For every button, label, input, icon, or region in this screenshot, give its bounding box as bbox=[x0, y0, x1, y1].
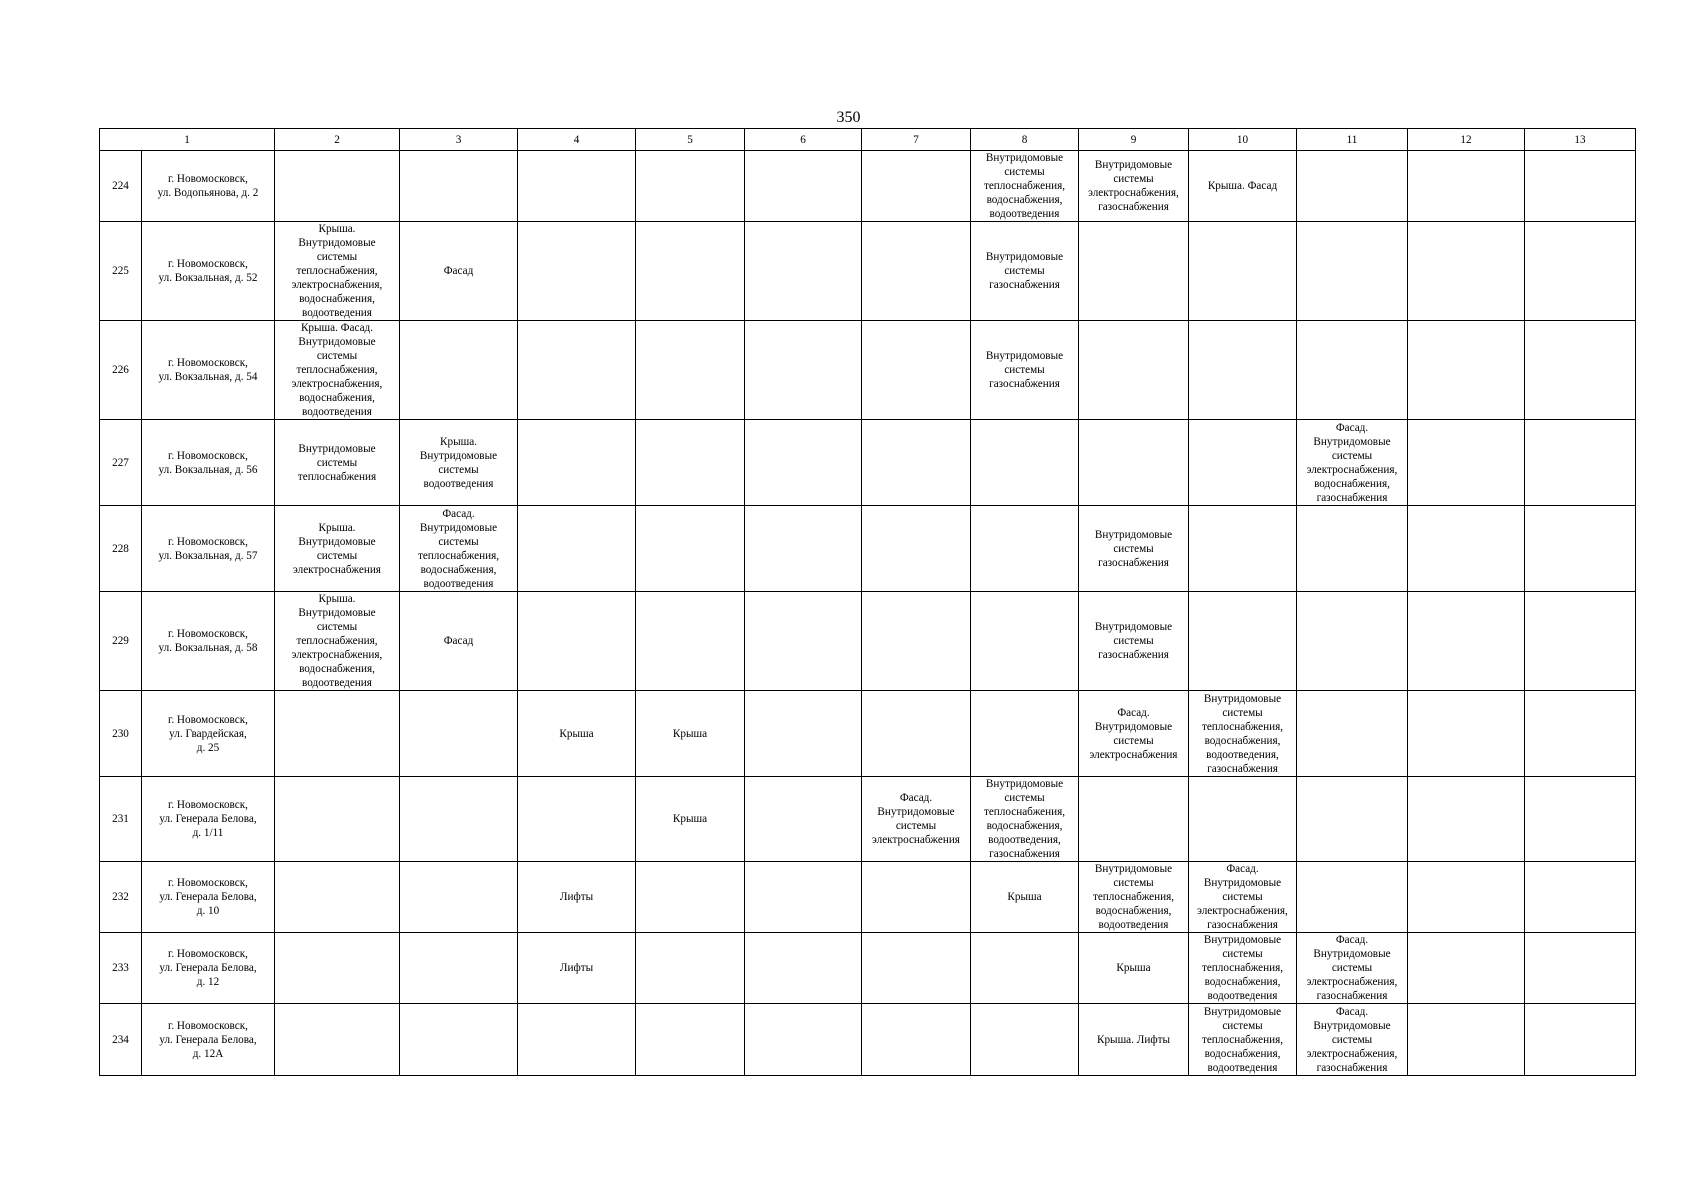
work-cell-col-3 bbox=[400, 420, 518, 506]
row-number: 230 bbox=[100, 691, 142, 777]
work-cell-col-2 bbox=[275, 862, 400, 933]
row-number: 227 bbox=[100, 420, 142, 506]
work-text: Фасад. Внутридомовые системы электроснабжения bbox=[1089, 706, 1178, 761]
work-cell-col-9 bbox=[1079, 777, 1189, 862]
work-cell-col-3 bbox=[400, 321, 518, 420]
work-cell-col-13 bbox=[1525, 1004, 1636, 1076]
work-cell-col-8 bbox=[971, 691, 1079, 777]
work-cell-col-7 bbox=[862, 506, 971, 592]
address-text: г. Новомосковск, ул. Генерала Белова, д. 12 bbox=[159, 948, 257, 988]
work-cell-col-2 bbox=[275, 222, 400, 321]
row-number: 229 bbox=[100, 592, 142, 691]
work-cell-col-2 bbox=[275, 691, 400, 777]
work-cell-col-13 bbox=[1525, 933, 1636, 1004]
work-cell-col-3 bbox=[400, 1004, 518, 1076]
address-text: г. Новомосковск, ул. Вокзальная, д. 56 bbox=[158, 449, 258, 476]
column-header: 12 bbox=[1408, 129, 1525, 151]
work-cell-col-7 bbox=[862, 1004, 971, 1076]
address-cell bbox=[142, 862, 275, 933]
row-number: 234 bbox=[100, 1004, 142, 1076]
work-text: Внутридомовые системы газоснабжения bbox=[985, 251, 1064, 291]
work-cell-col-13 bbox=[1525, 222, 1636, 321]
work-cell-col-13 bbox=[1525, 151, 1636, 222]
address-text: г. Новомосковск, ул. Генерала Белова, д. 1/11 bbox=[159, 799, 257, 839]
work-cell-col-8 bbox=[971, 777, 1079, 862]
work-text: Фасад. Внутридомовые системы теплоснабжения, водоснабжения, водоотведения bbox=[417, 507, 500, 590]
work-cell-col-4 bbox=[518, 1004, 636, 1076]
work-cell-col-13 bbox=[1525, 321, 1636, 420]
work-cell-col-11 bbox=[1297, 862, 1408, 933]
work-cell-col-10 bbox=[1189, 933, 1297, 1004]
work-cell-col-8 bbox=[971, 506, 1079, 592]
work-cell-col-13 bbox=[1525, 862, 1636, 933]
work-cell-col-12 bbox=[1408, 222, 1525, 321]
work-text: Крыша. Внутридомовые системы теплоснабжения, электроснабжения, водоснабжения, водоотведения bbox=[291, 223, 383, 319]
work-cell-col-3 bbox=[400, 506, 518, 592]
work-cell-col-9 bbox=[1079, 933, 1189, 1004]
work-cell-col-8 bbox=[971, 1004, 1079, 1076]
work-cell-col-11 bbox=[1297, 1004, 1408, 1076]
table-row bbox=[100, 862, 1636, 933]
work-text: Внутридомовые системы теплоснабжения, водоснабжения, водоотведения, газоснабжения bbox=[983, 778, 1066, 860]
work-cell-col-6 bbox=[745, 222, 862, 321]
work-cell-col-3 bbox=[400, 777, 518, 862]
column-header: 5 bbox=[636, 129, 745, 151]
work-cell-col-5 bbox=[636, 592, 745, 691]
column-header: 13 bbox=[1525, 129, 1636, 151]
table-row bbox=[100, 1004, 1636, 1076]
work-cell-col-8 bbox=[971, 321, 1079, 420]
work-cell-col-12 bbox=[1408, 862, 1525, 933]
work-cell-col-9 bbox=[1079, 222, 1189, 321]
work-cell-col-8 bbox=[971, 222, 1079, 321]
work-cell-col-8 bbox=[971, 592, 1079, 691]
address-cell bbox=[142, 420, 275, 506]
work-cell-col-3 bbox=[400, 592, 518, 691]
work-cell-col-7 bbox=[862, 151, 971, 222]
work-text: Крыша bbox=[1007, 891, 1042, 903]
work-cell-col-7 bbox=[862, 420, 971, 506]
work-cell-col-12 bbox=[1408, 691, 1525, 777]
work-cell-col-6 bbox=[745, 777, 862, 862]
work-cell-col-9 bbox=[1079, 321, 1189, 420]
address-cell bbox=[142, 321, 275, 420]
work-text: Крыша. Фасад bbox=[1207, 180, 1278, 192]
work-cell-col-9 bbox=[1079, 691, 1189, 777]
work-cell-col-6 bbox=[745, 1004, 862, 1076]
address-text: г. Новомосковск, ул. Гвардейская, д. 25 bbox=[168, 713, 248, 754]
work-text: Крыша bbox=[672, 727, 708, 740]
work-cell-col-4 bbox=[518, 506, 636, 592]
work-cell-col-5 bbox=[636, 321, 745, 420]
work-text: Фасад bbox=[443, 635, 474, 647]
address-cell bbox=[142, 1004, 275, 1076]
column-header: 7 bbox=[862, 129, 971, 151]
address-cell bbox=[142, 222, 275, 321]
work-cell-col-4 bbox=[518, 592, 636, 691]
work-cell-col-10 bbox=[1189, 1004, 1297, 1076]
work-cell-col-13 bbox=[1525, 420, 1636, 506]
address-text: г. Новомосковск, ул. Водопьянова, д. 2 bbox=[157, 173, 259, 199]
work-cell-col-12 bbox=[1408, 1004, 1525, 1076]
work-cell-col-12 bbox=[1408, 506, 1525, 592]
column-header: 8 bbox=[971, 129, 1079, 151]
work-cell-col-7 bbox=[862, 933, 971, 1004]
work-cell-col-12 bbox=[1408, 420, 1525, 506]
address-text: г. Новомосковск, ул. Вокзальная, д. 52 bbox=[158, 258, 258, 284]
work-cell-col-11 bbox=[1297, 222, 1408, 321]
column-header: 11 bbox=[1297, 129, 1408, 151]
address-cell bbox=[142, 933, 275, 1004]
work-cell-col-5 bbox=[636, 151, 745, 222]
work-cell-col-10 bbox=[1189, 420, 1297, 506]
column-header: 3 bbox=[400, 129, 518, 151]
work-cell-col-8 bbox=[971, 420, 1079, 506]
work-text: Фасад. Внутридомовые системы электроснабжения, газоснабжения bbox=[1197, 863, 1288, 931]
work-cell-col-4 bbox=[518, 420, 636, 506]
work-cell-col-13 bbox=[1525, 691, 1636, 777]
column-header: 1 bbox=[100, 129, 275, 151]
work-cell-col-3 bbox=[400, 151, 518, 222]
table-row bbox=[100, 933, 1636, 1004]
work-cell-col-3 bbox=[400, 933, 518, 1004]
row-number: 226 bbox=[100, 321, 142, 420]
work-text: Внутридомовые системы теплоснабжения bbox=[297, 442, 377, 483]
work-text: Крыша bbox=[672, 813, 708, 825]
work-cell-col-10 bbox=[1189, 222, 1297, 321]
work-text: Фасад. Внутридомовые системы электроснабжения, водоснабжения, газоснабжения bbox=[1306, 421, 1398, 504]
row-number: 231 bbox=[100, 777, 142, 862]
work-cell-col-6 bbox=[745, 321, 862, 420]
work-cell-col-8 bbox=[971, 862, 1079, 933]
work-cell-col-6 bbox=[745, 592, 862, 691]
work-cell-col-9 bbox=[1079, 1004, 1189, 1076]
address-text: г. Новомосковск, ул. Генерала Белова, д. 10 bbox=[159, 877, 257, 917]
address-text: г. Новомосковск, ул. Генерала Белова, д. 12А bbox=[159, 1019, 257, 1060]
work-cell-col-2 bbox=[275, 420, 400, 506]
work-cell-col-10 bbox=[1189, 691, 1297, 777]
work-cell-col-5 bbox=[636, 933, 745, 1004]
address-text: г. Новомосковск, ул. Вокзальная, д. 54 bbox=[158, 357, 258, 383]
work-cell-col-5 bbox=[636, 1004, 745, 1076]
work-cell-col-5 bbox=[636, 862, 745, 933]
address-cell bbox=[142, 592, 275, 691]
work-cell-col-2 bbox=[275, 592, 400, 691]
work-cell-col-6 bbox=[745, 506, 862, 592]
work-cell-col-2 bbox=[275, 777, 400, 862]
work-cell-col-11 bbox=[1297, 933, 1408, 1004]
row-number: 225 bbox=[100, 222, 142, 321]
work-text: Внутридомовые системы теплоснабжения, водоснабжения, водоотведения, газоснабжения bbox=[1201, 692, 1284, 775]
table-row bbox=[100, 592, 1636, 691]
work-cell-col-9 bbox=[1079, 420, 1189, 506]
work-cell-col-10 bbox=[1189, 321, 1297, 420]
work-cell-col-4 bbox=[518, 691, 636, 777]
work-cell-col-11 bbox=[1297, 420, 1408, 506]
address-text: г. Новомосковск, ул. Вокзальная, д. 58 bbox=[158, 628, 258, 654]
column-header: 9 bbox=[1079, 129, 1189, 151]
work-cell-col-7 bbox=[862, 321, 971, 420]
work-cell-col-4 bbox=[518, 862, 636, 933]
work-cell-col-8 bbox=[971, 933, 1079, 1004]
address-cell bbox=[142, 691, 275, 777]
work-cell-col-4 bbox=[518, 777, 636, 862]
work-cell-col-12 bbox=[1408, 592, 1525, 691]
work-cell-col-12 bbox=[1408, 933, 1525, 1004]
work-cell-col-7 bbox=[862, 592, 971, 691]
work-text: Крыша. Фасад. Внутридомовые системы теплоснабжения, электроснабжения, водоснабжения, водоотведения bbox=[291, 322, 383, 418]
table-row bbox=[100, 222, 1636, 321]
work-cell-col-5 bbox=[636, 506, 745, 592]
address-cell bbox=[142, 777, 275, 862]
address-text: г. Новомосковск, ул. Вокзальная, д. 57 bbox=[158, 535, 258, 562]
work-cell-col-12 bbox=[1408, 777, 1525, 862]
address-cell bbox=[142, 151, 275, 222]
work-cell-col-9 bbox=[1079, 506, 1189, 592]
work-cell-col-11 bbox=[1297, 777, 1408, 862]
work-cell-col-11 bbox=[1297, 151, 1408, 222]
work-cell-col-11 bbox=[1297, 321, 1408, 420]
work-cell-col-12 bbox=[1408, 321, 1525, 420]
work-cell-col-4 bbox=[518, 222, 636, 321]
work-cell-col-6 bbox=[745, 862, 862, 933]
work-text: Внутридомовые системы газоснабжения bbox=[985, 350, 1064, 390]
work-cell-col-3 bbox=[400, 862, 518, 933]
work-cell-col-3 bbox=[400, 222, 518, 321]
work-text: Внутридомовые системы теплоснабжения, водоснабжения, водоотведения bbox=[1201, 934, 1284, 1002]
work-cell-col-12 bbox=[1408, 151, 1525, 222]
work-text: Фасад bbox=[443, 265, 474, 277]
work-cell-col-5 bbox=[636, 420, 745, 506]
work-text: Внутридомовые системы теплоснабжения, водоснабжения, водоотведения bbox=[1201, 1005, 1284, 1074]
work-cell-col-2 bbox=[275, 321, 400, 420]
column-header: 10 bbox=[1189, 129, 1297, 151]
row-number: 233 bbox=[100, 933, 142, 1004]
work-cell-col-9 bbox=[1079, 862, 1189, 933]
column-header: 2 bbox=[275, 129, 400, 151]
work-text: Крыша bbox=[559, 727, 594, 740]
repair-schedule-table bbox=[99, 128, 1636, 1076]
work-cell-col-10 bbox=[1189, 151, 1297, 222]
work-cell-col-7 bbox=[862, 691, 971, 777]
work-text: Лифты bbox=[559, 891, 594, 903]
work-cell-col-2 bbox=[275, 506, 400, 592]
work-text: Крыша bbox=[1116, 962, 1151, 974]
work-cell-col-5 bbox=[636, 222, 745, 321]
work-text: Лифты bbox=[559, 962, 594, 974]
work-text: Фасад. Внутридомовые системы электроснабжения bbox=[872, 792, 960, 846]
work-cell-col-2 bbox=[275, 1004, 400, 1076]
work-cell-col-7 bbox=[862, 862, 971, 933]
table-row bbox=[100, 151, 1636, 222]
work-text: Крыша. Внутридомовые системы электроснабжения bbox=[293, 521, 381, 576]
work-text: Крыша. Внутридомовые системы водоотведения bbox=[419, 435, 498, 490]
work-cell-col-4 bbox=[518, 933, 636, 1004]
row-number: 224 bbox=[100, 151, 142, 222]
header-row bbox=[100, 129, 1636, 151]
work-cell-col-4 bbox=[518, 151, 636, 222]
work-cell-col-4 bbox=[518, 321, 636, 420]
table-row bbox=[100, 691, 1636, 777]
work-cell-col-10 bbox=[1189, 506, 1297, 592]
work-text: Внутридомовые системы газоснабжения bbox=[1094, 528, 1173, 569]
table-row bbox=[100, 506, 1636, 592]
page-number: 350 bbox=[836, 109, 861, 126]
work-cell-col-10 bbox=[1189, 862, 1297, 933]
work-cell-col-11 bbox=[1297, 691, 1408, 777]
work-cell-col-10 bbox=[1189, 592, 1297, 691]
row-number: 232 bbox=[100, 862, 142, 933]
work-cell-col-6 bbox=[745, 151, 862, 222]
work-text: Фасад. Внутридомовые системы электроснабжения, газоснабжения bbox=[1306, 934, 1398, 1002]
work-cell-col-6 bbox=[745, 691, 862, 777]
work-cell-col-8 bbox=[971, 151, 1079, 222]
work-cell-col-7 bbox=[862, 777, 971, 862]
work-cell-col-3 bbox=[400, 691, 518, 777]
work-cell-col-13 bbox=[1525, 777, 1636, 862]
work-cell-col-7 bbox=[862, 222, 971, 321]
address-cell bbox=[142, 506, 275, 592]
work-cell-col-2 bbox=[275, 151, 400, 222]
work-cell-col-5 bbox=[636, 777, 745, 862]
work-cell-col-6 bbox=[745, 420, 862, 506]
column-header: 6 bbox=[745, 129, 862, 151]
work-text: Внутридомовые системы электроснабжения, газоснабжения bbox=[1088, 159, 1179, 213]
work-cell-col-11 bbox=[1297, 592, 1408, 691]
table-body bbox=[100, 129, 1636, 1076]
row-number: 228 bbox=[100, 506, 142, 592]
work-cell-col-5 bbox=[636, 691, 745, 777]
work-text: Крыша. Лифты bbox=[1097, 1033, 1170, 1046]
table-row bbox=[100, 777, 1636, 862]
work-cell-col-6 bbox=[745, 933, 862, 1004]
work-text: Фасад. Внутридомовые системы электроснабжения, газоснабжения bbox=[1306, 1005, 1398, 1074]
work-cell-col-11 bbox=[1297, 506, 1408, 592]
work-text: Внутридомовые системы теплоснабжения, водоснабжения, водоотведения bbox=[983, 152, 1066, 220]
work-text: Внутридомовые системы теплоснабжения, водоснабжения, водоотведения bbox=[1092, 863, 1175, 931]
work-text: Внутридомовые системы газоснабжения bbox=[1094, 621, 1173, 661]
work-cell-col-9 bbox=[1079, 151, 1189, 222]
work-cell-col-13 bbox=[1525, 592, 1636, 691]
work-cell-col-13 bbox=[1525, 506, 1636, 592]
table-row bbox=[100, 321, 1636, 420]
work-text: Крыша. Внутридомовые системы теплоснабжения, электроснабжения, водоснабжения, водоотведения bbox=[291, 593, 383, 689]
work-cell-col-9 bbox=[1079, 592, 1189, 691]
column-header: 4 bbox=[518, 129, 636, 151]
work-cell-col-10 bbox=[1189, 777, 1297, 862]
table-row bbox=[100, 420, 1636, 506]
work-cell-col-2 bbox=[275, 933, 400, 1004]
